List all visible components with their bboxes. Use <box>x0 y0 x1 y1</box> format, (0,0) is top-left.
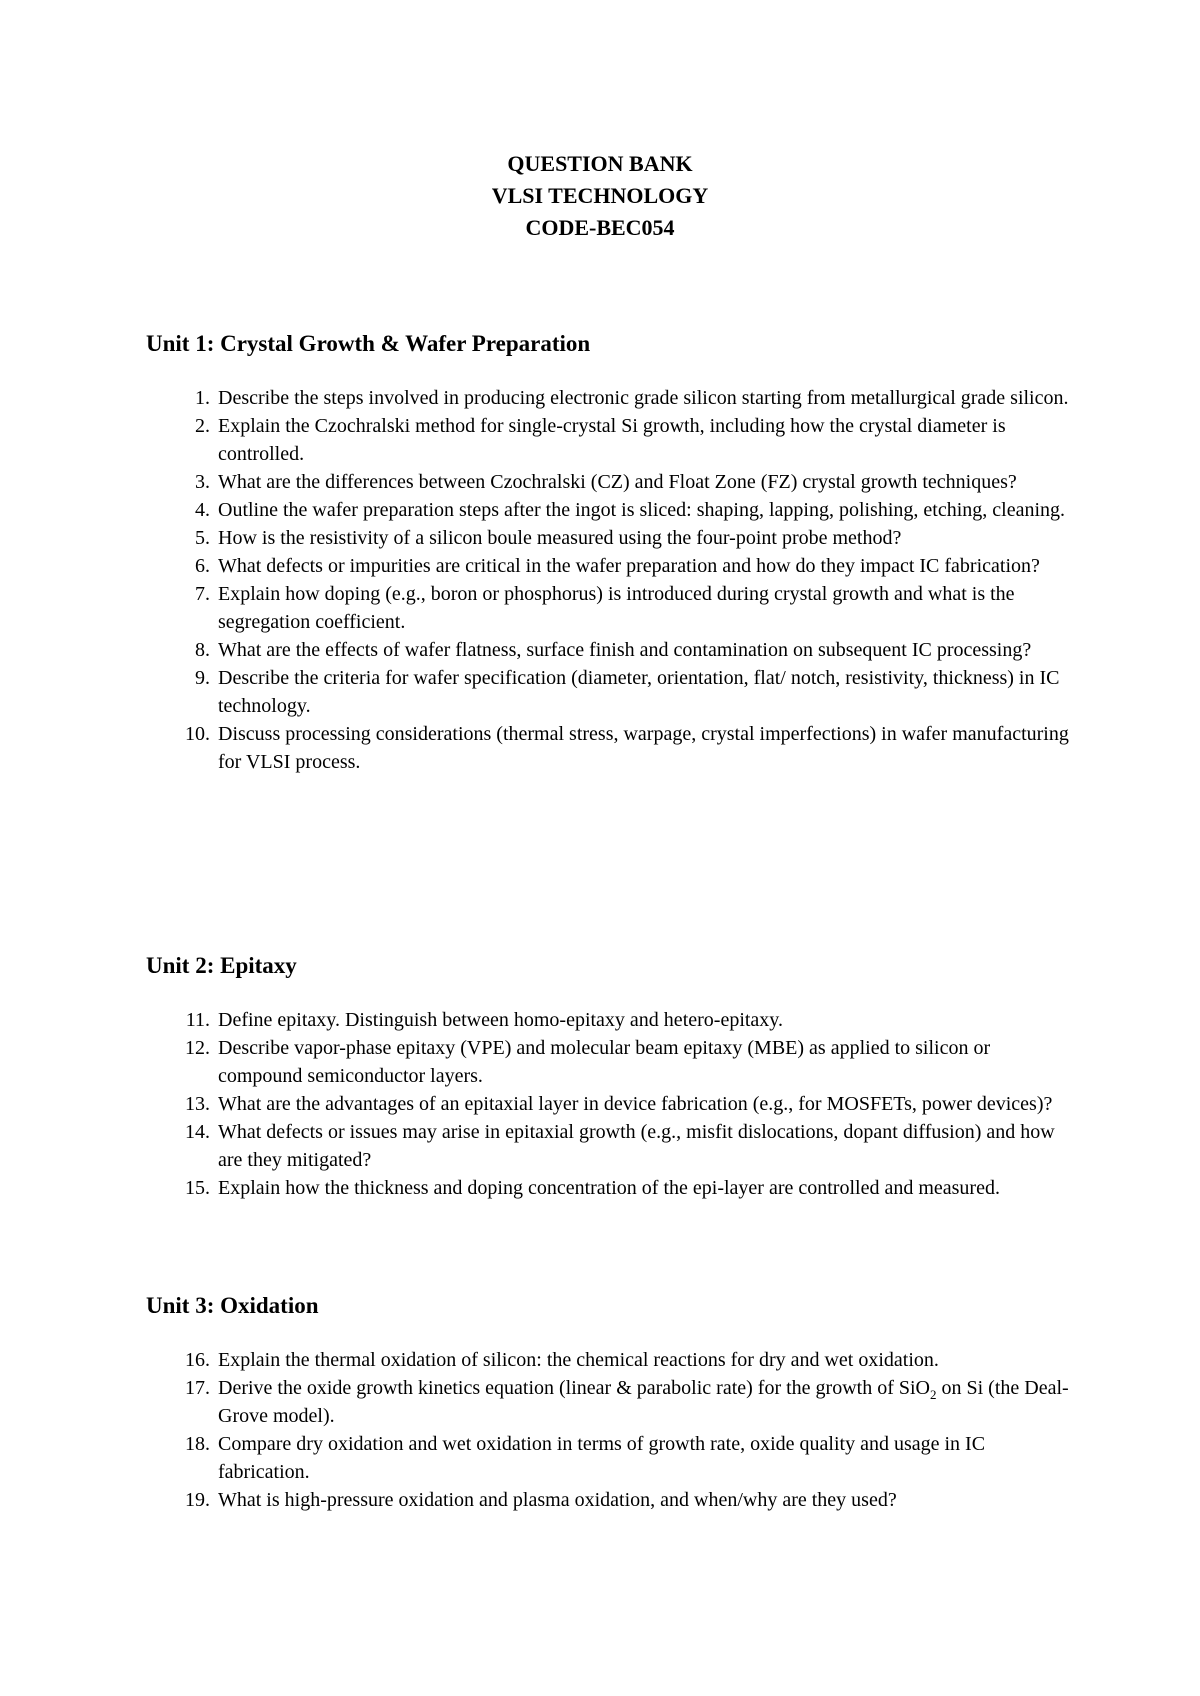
question-number: 14. <box>185 1121 210 1143</box>
question-number: 3. <box>195 471 210 493</box>
subscript: 2 <box>930 1387 937 1402</box>
question-text: What are the differences between Czochralski (CZ) and Float Zone (FZ) crystal growth techniques? <box>218 471 1017 493</box>
question-number: 18. <box>185 1433 210 1455</box>
question-item <box>146 1374 1076 1430</box>
question-number: 2. <box>195 415 210 437</box>
question-item <box>146 1034 1076 1090</box>
question-number: 7. <box>195 583 210 605</box>
question-text: Describe the steps involved in producing electronic grade silicon starting from metallurgical grade silicon. <box>218 387 1069 409</box>
question-text: Describe the criteria for wafer specification (diameter, orientation, flat/ notch, resistivity, thickness) in IC technology. <box>218 667 1060 717</box>
question-text: Define epitaxy. Distinguish between homo-epitaxy and hetero-epitaxy. <box>218 1009 784 1031</box>
question-item <box>146 1174 1076 1202</box>
unit-2-section <box>146 952 1076 1202</box>
question-item <box>146 496 1076 524</box>
question-text: Compare dry oxidation and wet oxidation in terms of growth rate, oxide quality and usage in IC fabrication. <box>218 1433 986 1483</box>
question-item <box>146 552 1076 580</box>
question-item <box>146 664 1076 720</box>
question-item <box>146 1118 1076 1174</box>
question-list <box>146 1346 1076 1514</box>
question-text-part: on Si (the Deal-Grove model). <box>218 1377 1069 1427</box>
question-text: Explain how the thickness and doping concentration of the epi-layer are controlled and measured. <box>218 1177 1000 1199</box>
question-text <box>218 1374 1076 1430</box>
question-number: 9. <box>195 667 210 689</box>
question-item <box>146 524 1076 552</box>
unit-heading: Unit 2: Epitaxy <box>146 953 297 978</box>
question-number: 16. <box>185 1349 210 1371</box>
question-text: What defects or impurities are critical in the wafer preparation and how do they impact IC fabrication? <box>218 555 1040 577</box>
title-line-1: QUESTION BANK <box>507 151 693 176</box>
question-item <box>146 1430 1076 1486</box>
question-item <box>146 1346 1076 1374</box>
unit-1-section <box>146 330 1076 776</box>
question-text: Discuss processing considerations (thermal stress, warpage, crystal imperfections) in wafer manufacturing for VLSI process. <box>218 723 1069 773</box>
question-text: Outline the wafer preparation steps after the ingot is sliced: shaping, lapping, polishing, etching, cleaning. <box>218 499 1066 521</box>
title-line-3: CODE-BEC054 <box>525 215 675 240</box>
unit-3-section <box>146 1292 1076 1514</box>
question-text: What are the effects of wafer flatness, surface finish and contamination on subsequent IC processing? <box>218 639 1032 661</box>
question-number: 4. <box>195 499 210 521</box>
title-line-2: VLSI TECHNOLOGY <box>491 183 709 208</box>
question-text: Explain how doping (e.g., boron or phosphorus) is introduced during crystal growth and what is the segregation coefficient. <box>218 583 1015 633</box>
question-item <box>146 720 1076 776</box>
question-number: 15. <box>185 1177 210 1199</box>
question-item <box>146 580 1076 636</box>
question-number: 19. <box>185 1489 210 1511</box>
question-list <box>146 384 1076 776</box>
question-text-part: Derive the oxide growth kinetics equation (linear & parabolic rate) for the growth of SiO <box>218 1377 930 1399</box>
question-item <box>146 1006 1076 1034</box>
question-text: What are the advantages of an epitaxial layer in device fabrication (e.g., for MOSFETs, power devices)? <box>218 1093 1053 1115</box>
question-number: 10. <box>185 723 210 745</box>
question-number: 6. <box>195 555 210 577</box>
question-number: 5. <box>195 527 210 549</box>
question-text: Explain the thermal oxidation of silicon: the chemical reactions for dry and wet oxidation. <box>218 1349 939 1371</box>
question-item <box>146 1486 1076 1514</box>
question-text: What defects or issues may arise in epitaxial growth (e.g., misfit dislocations, dopant diffusion) and how are they mitigated? <box>218 1121 1055 1171</box>
question-item <box>146 636 1076 664</box>
question-number: 13. <box>185 1093 210 1115</box>
question-text: Explain the Czochralski method for single-crystal Si growth, including how the crystal diameter is controlled. <box>218 415 1006 465</box>
unit-heading: Unit 1: Crystal Growth & Wafer Preparation <box>146 331 591 356</box>
question-number: 1. <box>195 387 210 409</box>
question-text: What is high-pressure oxidation and plasma oxidation, and when/why are they used? <box>218 1489 897 1511</box>
question-item <box>146 412 1076 468</box>
question-item <box>146 384 1076 412</box>
document-title <box>0 148 1200 244</box>
question-list <box>146 1006 1076 1202</box>
question-text: How is the resistivity of a silicon boule measured using the four-point probe method? <box>218 527 902 549</box>
question-text: Describe vapor-phase epitaxy (VPE) and molecular beam epitaxy (MBE) as applied to silicon or compound semiconductor layers. <box>218 1037 991 1087</box>
question-number: 12. <box>185 1037 210 1059</box>
question-number: 17. <box>185 1377 210 1399</box>
question-number: 11. <box>185 1009 210 1031</box>
question-item <box>146 1090 1076 1118</box>
question-item <box>146 468 1076 496</box>
unit-heading: Unit 3: Oxidation <box>146 1293 319 1318</box>
question-number: 8. <box>195 639 210 661</box>
